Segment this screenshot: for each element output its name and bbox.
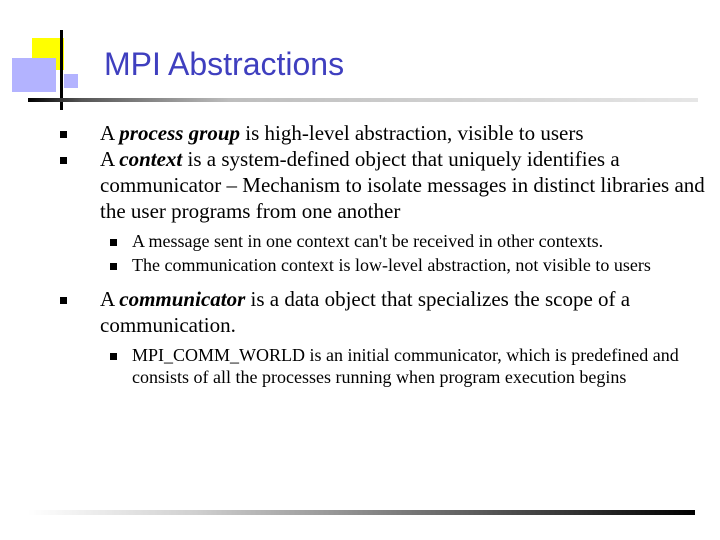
text-run: A: [100, 121, 120, 145]
list-item: [58, 286, 708, 338]
bullet-list: [58, 120, 708, 388]
decor-blue-small-square: [64, 74, 78, 88]
term-process-group: process group: [119, 121, 241, 145]
square-bullet-icon: [60, 157, 67, 164]
term-communicator: communicator: [119, 287, 246, 311]
text-run: MPI_COMM_WORLD is an initial communicator, which is predefined and consists of all the processes running when program execution begins: [132, 345, 679, 387]
list-item: [58, 254, 708, 276]
square-bullet-icon: [110, 239, 117, 246]
footer-bar: [28, 510, 695, 515]
slide-title: MPI Abstractions: [104, 46, 345, 82]
text-run: A: [100, 147, 120, 171]
list-item: [58, 120, 708, 146]
square-bullet-icon: [110, 263, 117, 270]
text-run: The communication context is low-level abstraction, not visible to users: [132, 255, 651, 275]
title-underline: [28, 98, 698, 102]
text-run: is a system-defined object that uniquely identifies a communicator – Mechanism to isolate messages in distinct libraries and the user programs from one another: [100, 147, 705, 223]
decor-blue-square: [12, 58, 56, 92]
text-run: A: [100, 287, 120, 311]
list-item: [58, 146, 708, 224]
text-run: is high-level abstraction, visible to users: [240, 121, 584, 145]
square-bullet-icon: [60, 131, 67, 138]
text-run: is a data object that specializes the scope of a communication.: [100, 287, 631, 337]
square-bullet-icon: [60, 297, 67, 304]
square-bullet-icon: [110, 353, 117, 360]
term-context: context: [119, 147, 183, 171]
list-item: [58, 344, 708, 388]
text-run: A message sent in one context can't be received in other contexts.: [132, 231, 604, 251]
list-item: [58, 230, 708, 252]
